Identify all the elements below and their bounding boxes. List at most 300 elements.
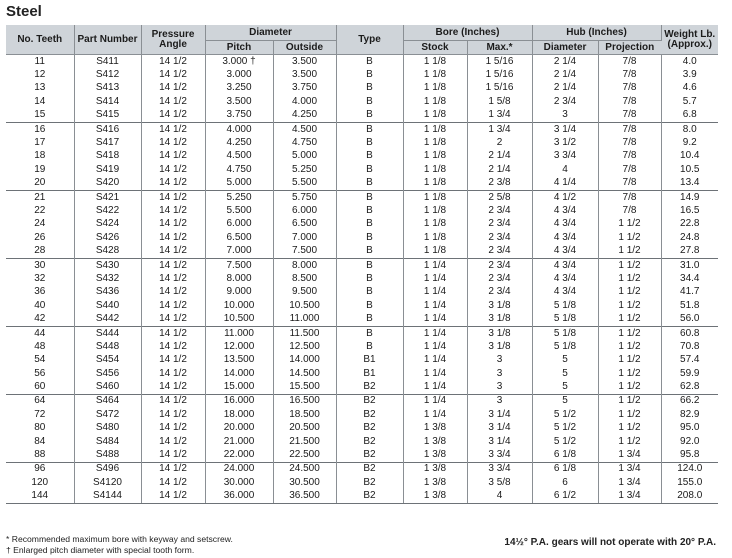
header-type: Type: [336, 25, 403, 55]
cell-bore-stock: 1 1/8: [403, 244, 467, 258]
cell-type: B2: [336, 394, 403, 408]
cell-hub-projection: 1 1/2: [598, 435, 661, 448]
cell-teeth: 36: [6, 286, 74, 299]
cell-pressure-angle: 14 1/2: [141, 394, 205, 408]
cell-weight: 10.4: [680, 150, 700, 162]
cell-hub-projection: 1 1/2: [598, 231, 661, 244]
cell-part-number: S430: [74, 258, 141, 272]
cell-part-number: S454: [74, 354, 141, 367]
cell-hub-diameter: 6 1/8: [532, 448, 598, 462]
table-row: [6, 299, 718, 312]
cell-pressure-angle: 14 1/2: [141, 163, 205, 176]
cell-pitch: 5.000: [205, 177, 273, 191]
cell-part-number: S484: [74, 435, 141, 448]
cell-part-number: S496: [74, 462, 141, 476]
cell-hub-projection: 1 3/4: [598, 448, 661, 462]
cell-pressure-angle: 14 1/2: [141, 68, 205, 81]
cell-weight: 66.2: [661, 394, 718, 408]
cell-weight: 4.0: [682, 55, 697, 67]
table-row: [6, 312, 718, 326]
cell-hub-projection: 1 1/2: [598, 354, 661, 367]
cell-bore-stock: 1 1/4: [403, 367, 467, 380]
cell-part-number: S426: [74, 231, 141, 244]
table-row: [6, 448, 718, 462]
cell-weight: 13.4: [680, 177, 700, 189]
cell-teeth: 11: [6, 55, 74, 69]
cell-hub-diameter: 4 3/4: [532, 244, 598, 258]
table-row: [6, 231, 718, 244]
cell-type: B: [336, 136, 403, 149]
cell-outside: 9.500: [273, 286, 336, 299]
cell-hub-diameter: 4 3/4: [532, 231, 598, 244]
cell-hub-projection: 1 1/2: [598, 286, 661, 299]
cell-outside: 15.500: [273, 380, 336, 394]
header-diameter: Diameter: [205, 25, 336, 41]
cell-hub-diameter: 5 1/8: [532, 326, 598, 340]
cell-teeth: 24: [6, 218, 74, 231]
cell-bore-stock: 1 3/8: [403, 462, 467, 476]
cell-outside: 30.500: [273, 476, 336, 489]
cell-weight: 51.8: [680, 299, 700, 311]
cell-type: B: [336, 244, 403, 258]
cell-hub-projection: 1 1/2: [598, 380, 661, 394]
cell-hub-projection: 1 1/2: [598, 394, 661, 408]
cell-bore-stock: 1 1/8: [403, 218, 467, 231]
cell-outside: 3.500: [273, 55, 336, 69]
cell-pressure-angle: 14 1/2: [141, 150, 205, 163]
cell-bore-stock: 1 3/8: [403, 435, 467, 448]
cell-pitch: 3.500: [205, 95, 273, 108]
cell-hub-diameter: 4 3/4: [532, 286, 598, 299]
cell-type: B: [336, 258, 403, 272]
cell-bore-stock: 1 1/8: [403, 163, 467, 176]
cell-type: B2: [336, 435, 403, 448]
cell-type: B: [336, 122, 403, 136]
cell-part-number: S420: [74, 177, 141, 191]
cell-hub-projection: 7/8: [598, 150, 661, 163]
table-row: [6, 286, 718, 299]
cell-pressure-angle: 14 1/2: [141, 122, 205, 136]
cell-bore-max: 2 3/4: [467, 231, 532, 244]
cell-pressure-angle: 14 1/2: [141, 286, 205, 299]
cell-bore-stock: 1 1/8: [403, 136, 467, 149]
cell-weight: 24.8: [680, 231, 700, 243]
cell-pressure-angle: 14 1/2: [141, 448, 205, 462]
cell-bore-max: 2 3/4: [467, 244, 532, 258]
cell-bore-max: 2 1/4: [467, 163, 532, 176]
table-row: [6, 218, 718, 231]
cell-bore-stock: 1 3/8: [403, 476, 467, 489]
cell-pitch: 15.000: [205, 380, 273, 394]
cell-part-number: S414: [74, 95, 141, 108]
cell-teeth: 19: [6, 163, 74, 176]
cell-weight: 95.8: [680, 449, 700, 461]
cell-pressure-angle: 14 1/2: [141, 490, 205, 504]
cell-bore-max: 3 1/8: [467, 340, 532, 353]
cell-hub-projection: 7/8: [598, 68, 661, 81]
cell-bore-max: 2: [467, 136, 532, 149]
cell-outside: 4.250: [273, 109, 336, 123]
cell-bore-stock: 1 1/8: [403, 82, 467, 95]
cell-weight: 22.8: [680, 218, 700, 230]
cell-bore-max: 1 3/4: [467, 109, 532, 123]
cell-pitch: 7.500: [205, 258, 273, 272]
header-max: Max.*: [467, 41, 532, 55]
cell-bore-stock: 1 1/8: [403, 177, 467, 191]
cell-hub-projection: 1 1/2: [598, 422, 661, 435]
cell-weight: 31.0: [661, 258, 718, 272]
cell-outside: 14.000: [273, 354, 336, 367]
cell-bore-stock: 1 3/8: [403, 490, 467, 504]
cell-type: B2: [336, 448, 403, 462]
cell-part-number: S4144: [74, 490, 141, 504]
cell-hub-projection: 1 1/2: [598, 312, 661, 326]
cell-pitch: 3.000 †: [205, 55, 273, 69]
cell-type: B: [336, 190, 403, 204]
cell-hub-diameter: 5 1/2: [532, 422, 598, 435]
cell-weight: 9.2: [682, 137, 697, 149]
cell-hub-diameter: 6 1/2: [532, 490, 598, 504]
table-row: [6, 82, 718, 95]
cell-teeth: 44: [6, 326, 74, 340]
pressure-angle-note: 14½° P.A. gears will not operate with 20° P.A.: [504, 537, 716, 548]
cell-hub-projection: 7/8: [598, 190, 661, 204]
cell-pitch: 9.000: [205, 286, 273, 299]
cell-outside: 21.500: [273, 435, 336, 448]
cell-bore-stock: 1 1/4: [403, 272, 467, 285]
cell-teeth: 14: [6, 95, 74, 108]
cell-teeth: 60: [6, 380, 74, 394]
cell-type: B: [336, 204, 403, 217]
cell-part-number: S422: [74, 204, 141, 217]
cell-outside: 18.500: [273, 408, 336, 421]
table-row: [6, 68, 718, 81]
cell-pressure-angle: 14 1/2: [141, 435, 205, 448]
cell-hub-diameter: 3 3/4: [532, 150, 598, 163]
cell-bore-stock: 1 1/4: [403, 312, 467, 326]
cell-pitch: 24.000: [205, 462, 273, 476]
cell-hub-projection: 7/8: [598, 136, 661, 149]
cell-bore-max: 2 3/4: [467, 204, 532, 217]
cell-teeth: 13: [6, 82, 74, 95]
cell-pressure-angle: 14 1/2: [141, 244, 205, 258]
cell-outside: 7.500: [273, 244, 336, 258]
cell-bore-stock: 1 3/8: [403, 448, 467, 462]
header-stock: Stock: [403, 41, 467, 55]
cell-pressure-angle: 14 1/2: [141, 340, 205, 353]
cell-pressure-angle: 14 1/2: [141, 258, 205, 272]
cell-weight: 8.0: [661, 122, 718, 136]
cell-outside: 12.500: [273, 340, 336, 353]
cell-bore-max: 3 1/8: [467, 312, 532, 326]
header-outside: Outside: [273, 41, 336, 55]
table-row: [6, 272, 718, 285]
table-row: [6, 367, 718, 380]
spec-table-body: [6, 55, 718, 504]
cell-teeth: 22: [6, 204, 74, 217]
cell-type: B: [336, 218, 403, 231]
cell-hub-projection: 1 1/2: [598, 367, 661, 380]
cell-bore-stock: 1 1/8: [403, 95, 467, 108]
cell-bore-max: 1 5/16: [467, 82, 532, 95]
cell-pressure-angle: 14 1/2: [141, 231, 205, 244]
cell-hub-diameter: 5 1/8: [532, 312, 598, 326]
cell-pitch: 3.750: [205, 109, 273, 123]
cell-teeth: 54: [6, 354, 74, 367]
cell-pitch: 10.500: [205, 312, 273, 326]
cell-weight: 62.8: [680, 381, 700, 393]
cell-type: B: [336, 286, 403, 299]
header-no-teeth: No. Teeth: [6, 25, 74, 55]
cell-weight: 155.0: [677, 476, 703, 488]
cell-pitch: 16.000: [205, 394, 273, 408]
table-row: [6, 354, 718, 367]
cell-hub-projection: 7/8: [598, 204, 661, 217]
cell-type: B: [336, 95, 403, 108]
cell-hub-diameter: 5: [532, 380, 598, 394]
cell-hub-diameter: 2 1/4: [532, 68, 598, 81]
cell-type: B: [336, 272, 403, 285]
cell-bore-max: 3 1/4: [467, 408, 532, 421]
cell-bore-max: 2 5/8: [467, 190, 532, 204]
cell-pitch: 20.000: [205, 422, 273, 435]
cell-pitch: 4.000: [205, 122, 273, 136]
cell-type: B: [336, 312, 403, 326]
cell-outside: 11.000: [273, 312, 336, 326]
cell-hub-diameter: 6: [532, 476, 598, 489]
cell-hub-projection: 1 1/2: [598, 218, 661, 231]
cell-teeth: 30: [6, 258, 74, 272]
cell-type: B1: [336, 354, 403, 367]
cell-teeth: 26: [6, 231, 74, 244]
cell-bore-stock: 1 1/8: [403, 204, 467, 217]
cell-type: B: [336, 55, 403, 69]
table-row: [6, 244, 718, 258]
cell-part-number: S432: [74, 272, 141, 285]
table-row: [6, 340, 718, 353]
spec-table: [6, 25, 718, 504]
cell-hub-projection: 1 1/2: [598, 326, 661, 340]
cell-outside: 4.000: [273, 95, 336, 108]
table-row: [6, 177, 718, 191]
cell-outside: 5.500: [273, 177, 336, 191]
cell-pressure-angle: 14 1/2: [141, 95, 205, 108]
cell-pitch: 11.000: [205, 326, 273, 340]
cell-part-number: S444: [74, 326, 141, 340]
table-row: [6, 258, 718, 272]
cell-outside: 3.750: [273, 82, 336, 95]
cell-pressure-angle: 14 1/2: [141, 462, 205, 476]
cell-hub-diameter: 5: [532, 354, 598, 367]
cell-bore-max: 2 1/4: [467, 150, 532, 163]
cell-type: B: [336, 109, 403, 123]
cell-hub-diameter: 4 3/4: [532, 272, 598, 285]
cell-pitch: 21.000: [205, 435, 273, 448]
cell-bore-max: 2 3/8: [467, 177, 532, 191]
cell-teeth: 64: [6, 394, 74, 408]
cell-hub-diameter: 4: [532, 163, 598, 176]
cell-weight: 208.0: [661, 490, 718, 504]
table-row: [6, 422, 718, 435]
cell-hub-diameter: 5 1/8: [532, 299, 598, 312]
cell-bore-stock: 1 1/4: [403, 394, 467, 408]
cell-teeth: 17: [6, 136, 74, 149]
cell-weight: 16.5: [680, 204, 700, 216]
cell-hub-diameter: 4 1/2: [532, 190, 598, 204]
cell-hub-diameter: 4 3/4: [532, 204, 598, 217]
cell-bore-stock: 1 1/8: [403, 150, 467, 163]
cell-bore-stock: 1 1/4: [403, 380, 467, 394]
cell-part-number: S428: [74, 244, 141, 258]
cell-hub-projection: 1 1/2: [598, 244, 661, 258]
cell-weight: 14.9: [661, 190, 718, 204]
cell-type: B: [336, 177, 403, 191]
cell-bore-max: 4: [467, 490, 532, 504]
cell-outside: 4.750: [273, 136, 336, 149]
cell-pitch: 6.500: [205, 231, 273, 244]
cell-teeth: 144: [6, 490, 74, 504]
cell-hub-projection: 7/8: [598, 55, 661, 69]
cell-teeth: 28: [6, 244, 74, 258]
cell-weight: 124.0: [661, 462, 718, 476]
cell-part-number: S472: [74, 408, 141, 421]
cell-teeth: 32: [6, 272, 74, 285]
cell-pressure-angle: 14 1/2: [141, 408, 205, 421]
cell-bore-stock: 1 1/4: [403, 408, 467, 421]
cell-bore-stock: 1 1/4: [403, 286, 467, 299]
cell-bore-max: 3 3/4: [467, 462, 532, 476]
cell-outside: 8.500: [273, 272, 336, 285]
table-row: [6, 122, 718, 136]
cell-outside: 5.250: [273, 163, 336, 176]
cell-hub-diameter: 5 1/2: [532, 408, 598, 421]
cell-type: B2: [336, 490, 403, 504]
cell-bore-max: 3: [467, 380, 532, 394]
cell-hub-projection: 1 3/4: [598, 476, 661, 489]
cell-bore-max: 1 5/16: [467, 55, 532, 69]
cell-type: B1: [336, 367, 403, 380]
cell-teeth: 84: [6, 435, 74, 448]
cell-hub-diameter: 3 1/2: [532, 136, 598, 149]
cell-type: B2: [336, 422, 403, 435]
cell-type: B: [336, 340, 403, 353]
cell-part-number: S417: [74, 136, 141, 149]
cell-outside: 16.500: [273, 394, 336, 408]
footnotes: [6, 534, 233, 556]
cell-pitch: 30.000: [205, 476, 273, 489]
cell-pressure-angle: 14 1/2: [141, 190, 205, 204]
cell-part-number: S418: [74, 150, 141, 163]
table-row: [6, 190, 718, 204]
cell-hub-diameter: 5 1/2: [532, 435, 598, 448]
cell-teeth: 18: [6, 150, 74, 163]
cell-teeth: 80: [6, 422, 74, 435]
cell-weight: 92.0: [680, 435, 700, 447]
cell-outside: 5.000: [273, 150, 336, 163]
table-row: [6, 150, 718, 163]
cell-teeth: 20: [6, 177, 74, 191]
cell-teeth: 88: [6, 448, 74, 462]
header-projection: Projection: [598, 41, 661, 55]
cell-outside: 14.500: [273, 367, 336, 380]
cell-pressure-angle: 14 1/2: [141, 136, 205, 149]
cell-bore-max: 3: [467, 354, 532, 367]
cell-bore-max: 1 5/16: [467, 68, 532, 81]
cell-hub-projection: 7/8: [598, 122, 661, 136]
cell-hub-diameter: 2 3/4: [532, 95, 598, 108]
cell-weight: 10.5: [680, 163, 700, 175]
cell-bore-max: 2 3/4: [467, 286, 532, 299]
cell-pitch: 6.000: [205, 218, 273, 231]
cell-hub-diameter: 5: [532, 394, 598, 408]
cell-pressure-angle: 14 1/2: [141, 177, 205, 191]
cell-pitch: 12.000: [205, 340, 273, 353]
cell-teeth: 42: [6, 312, 74, 326]
cell-bore-max: 3 3/4: [467, 448, 532, 462]
cell-weight: 57.4: [680, 354, 700, 366]
table-row: [6, 204, 718, 217]
cell-outside: 5.750: [273, 190, 336, 204]
cell-type: B: [336, 82, 403, 95]
cell-weight: 27.8: [680, 245, 700, 257]
cell-outside: 10.500: [273, 299, 336, 312]
cell-part-number: S460: [74, 380, 141, 394]
cell-hub-diameter: 6 1/8: [532, 462, 598, 476]
cell-part-number: S464: [74, 394, 141, 408]
cell-teeth: 12: [6, 68, 74, 81]
cell-outside: 36.500: [273, 490, 336, 504]
cell-hub-projection: 7/8: [598, 109, 661, 123]
table-row: [6, 326, 718, 340]
cell-teeth: 120: [6, 476, 74, 489]
cell-hub-projection: 7/8: [598, 163, 661, 176]
cell-pressure-angle: 14 1/2: [141, 204, 205, 217]
cell-outside: 6.000: [273, 204, 336, 217]
cell-part-number: S488: [74, 448, 141, 462]
cell-pressure-angle: 14 1/2: [141, 299, 205, 312]
cell-weight: 5.7: [682, 95, 697, 107]
cell-bore-stock: 1 1/4: [403, 340, 467, 353]
cell-outside: 20.500: [273, 422, 336, 435]
cell-hub-diameter: 5 1/8: [532, 340, 598, 353]
cell-bore-stock: 1 1/8: [403, 68, 467, 81]
cell-teeth: 96: [6, 462, 74, 476]
table-row: [6, 109, 718, 123]
cell-type: B: [336, 299, 403, 312]
cell-hub-projection: 7/8: [598, 177, 661, 191]
cell-hub-diameter: 3: [532, 109, 598, 123]
cell-outside: 7.000: [273, 231, 336, 244]
cell-weight: 70.8: [680, 340, 700, 352]
cell-type: B: [336, 326, 403, 340]
cell-teeth: 15: [6, 109, 74, 123]
cell-weight: 82.9: [680, 408, 700, 420]
footnote-pitch: † Enlarged pitch diameter with special tooth form.: [6, 545, 195, 555]
cell-type: B: [336, 68, 403, 81]
cell-bore-max: 3: [467, 394, 532, 408]
cell-part-number: S448: [74, 340, 141, 353]
cell-outside: 4.500: [273, 122, 336, 136]
table-row: [6, 408, 718, 421]
cell-pitch: 8.000: [205, 272, 273, 285]
cell-pressure-angle: 14 1/2: [141, 367, 205, 380]
cell-part-number: S421: [74, 190, 141, 204]
cell-hub-projection: 7/8: [598, 95, 661, 108]
cell-hub-diameter: 4 3/4: [532, 258, 598, 272]
cell-part-number: S413: [74, 82, 141, 95]
cell-outside: 22.500: [273, 448, 336, 462]
cell-hub-projection: 1 1/2: [598, 408, 661, 421]
